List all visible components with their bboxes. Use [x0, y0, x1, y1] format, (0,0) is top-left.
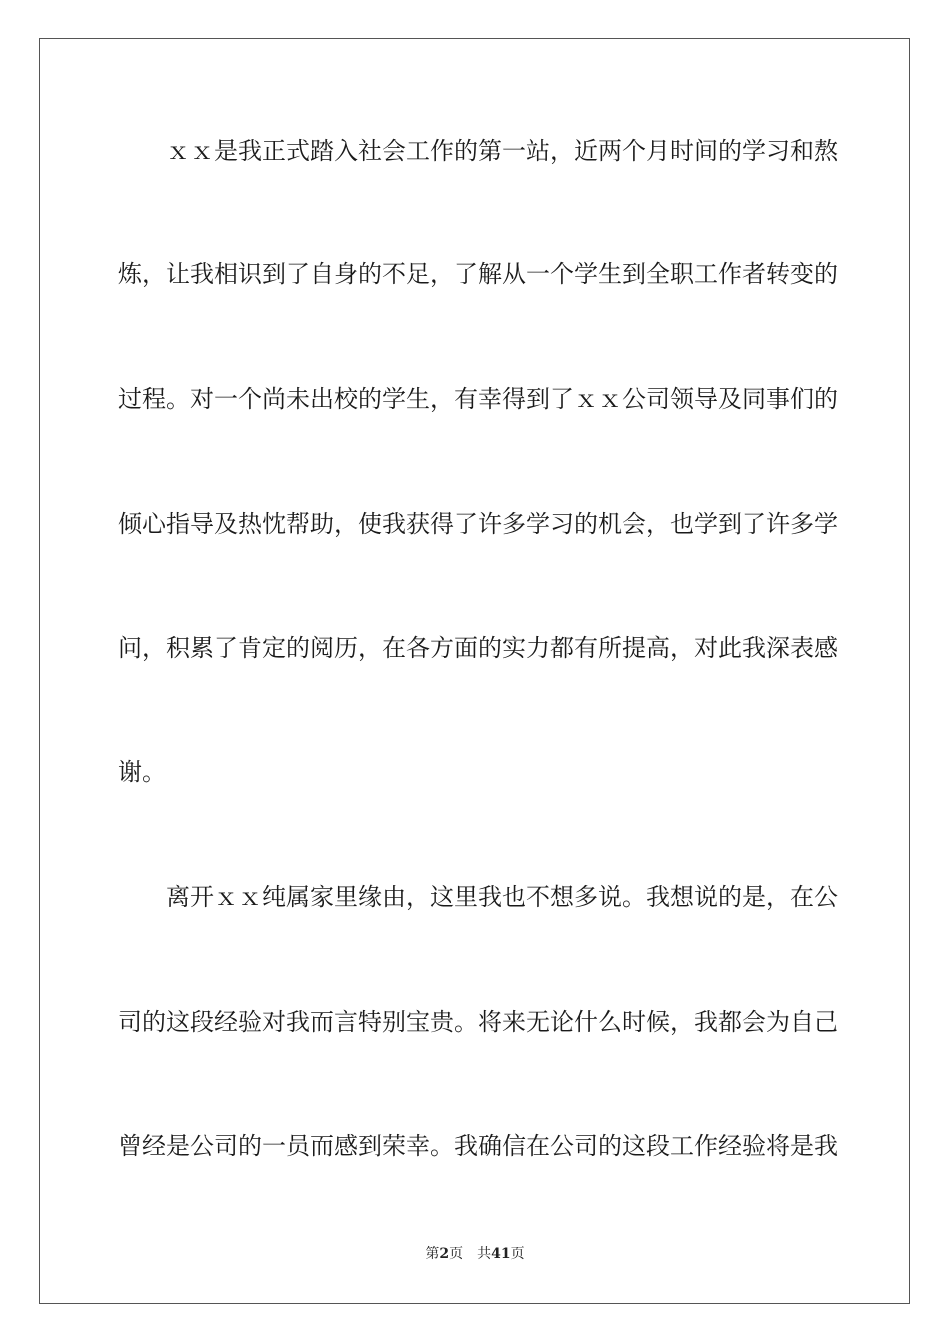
footer-total-prefix: 共 — [477, 1246, 492, 1262]
footer-page-prefix: 第 — [425, 1246, 440, 1262]
page-border — [39, 38, 910, 1304]
paragraph-1-line-3: 过程。对一个尚未出校的学生，有幸得到了ｘｘ公司领导及同事们的 — [118, 385, 838, 413]
footer-total-suffix: 页 — [510, 1246, 525, 1262]
footer-total-number: 41 — [491, 1246, 511, 1262]
footer-page-suffix: 页 — [449, 1246, 464, 1262]
footer-page-number: 2 — [439, 1246, 450, 1262]
paragraph-2-line-2: 司的这段经验对我而言特别宝贵。将来无论什么时候，我都会为自己 — [118, 1008, 838, 1036]
paragraph-2-line-3: 曾经是公司的一员而感到荣幸。我确信在公司的这段工作经验将是我 — [118, 1132, 838, 1160]
paragraph-1-line-5: 问，积累了肯定的阅历，在各方面的实力都有所提高，对此我深表感 — [118, 634, 838, 662]
paragraph-1-line-4: 倾心指导及热忱帮助，使我获得了许多学习的机会，也学到了许多学 — [118, 510, 838, 538]
paragraph-1-line-1: ｘｘ是我正式踏入社会工作的第一站，近两个月时间的学习和熬 — [166, 137, 838, 165]
paragraph-1-line-6: 谢。 — [118, 758, 166, 786]
page-footer — [0, 1245, 950, 1263]
paragraph-1-line-2: 炼，让我相识到了自身的不足，了解从一个学生到全职工作者转变的 — [118, 260, 838, 288]
paragraph-2-line-1: 离开ｘｘ纯属家里缘由，这里我也不想多说。我想说的是，在公 — [166, 883, 838, 911]
